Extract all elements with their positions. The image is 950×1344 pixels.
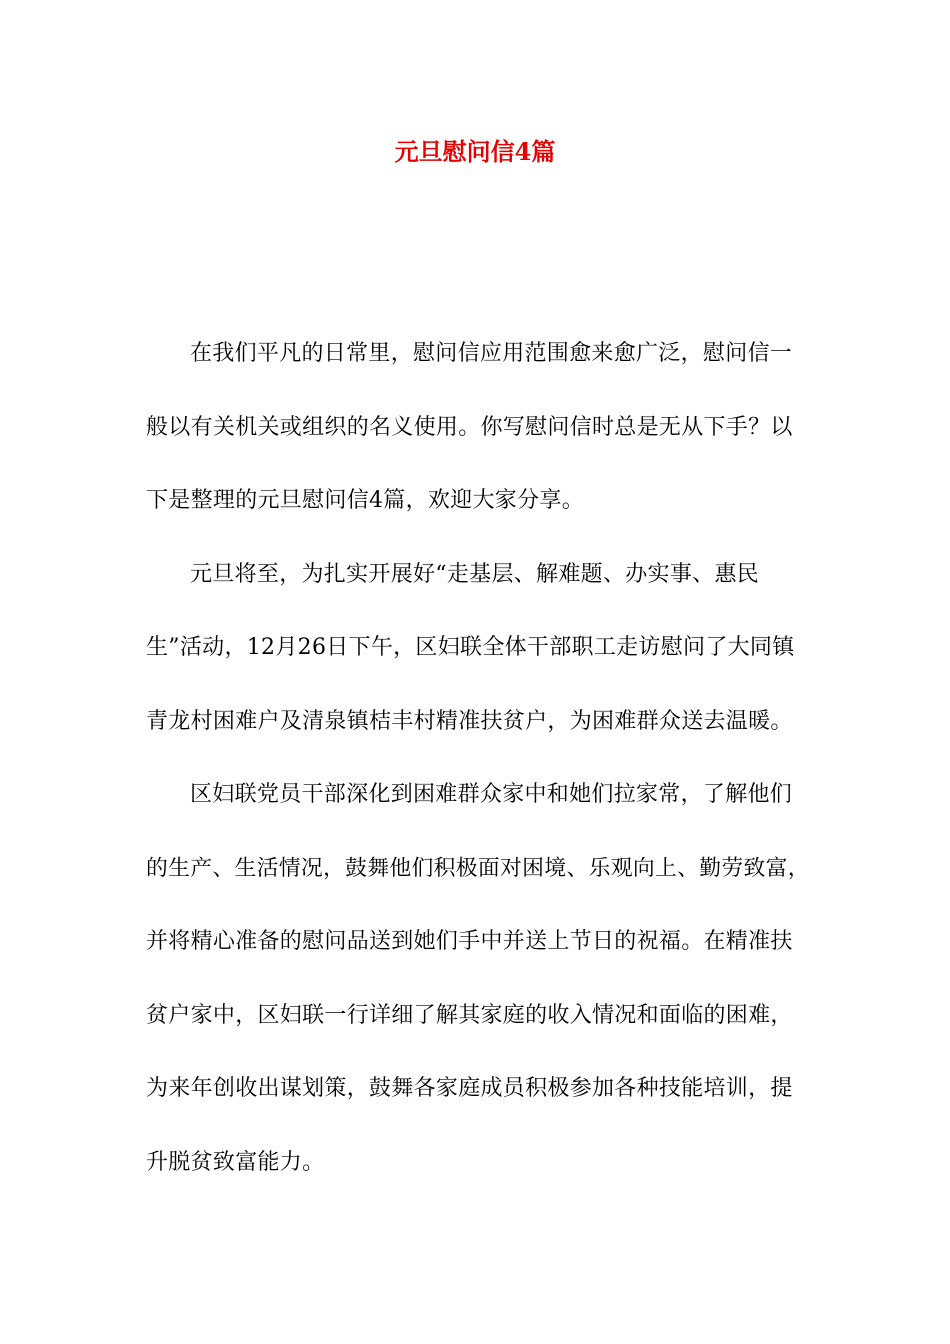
- document-body: [146, 317, 810, 1199]
- text-line: 下是整理的元旦慰问信4篇，欢迎大家分享。: [146, 488, 584, 513]
- text-line: 贫户家中，区妇联一行详细了解其家庭的收入情况和面临的困难，: [146, 1002, 793, 1028]
- text-line: 为来年创收出谋划策，鼓舞各家庭成员积极参加各种技能培训，提: [146, 1076, 793, 1101]
- paragraph-3: [146, 758, 810, 1199]
- text-line: 并将精心准备的慰问品送到她们手中并送上节日的祝福。在精准扶: [146, 929, 793, 954]
- text-line: 般以有关机关或组织的名义使用。你写慰问信时总是无从下手？以: [146, 414, 793, 440]
- paragraph-1: [146, 317, 810, 538]
- text-line: 区妇联党员干部深化到困难群众家中和她们拉家常，了解他们: [190, 782, 793, 807]
- text-line: 元旦将至，为扎实开展好“走基层、解难题、办实事、惠民: [190, 561, 760, 587]
- document-title: 元旦慰问信4篇: [394, 137, 556, 166]
- text-line: 升脱贫致富能力。: [146, 1149, 325, 1175]
- text-line: 生”活动，12月26日下午，区妇联全体干部职工走访慰问了大同镇: [146, 635, 795, 660]
- text-line: 的生产、生活情况，鼓舞他们积极面对困境、乐观向上、勤劳致富，: [146, 855, 810, 881]
- text-line: 在我们平凡的日常里，慰问信应用范围愈来愈广泛，慰问信一: [190, 341, 793, 366]
- text-line: 青龙村困难户及清泉镇桔丰村精准扶贫户，为困难群众送去温暖。: [146, 708, 793, 734]
- paragraph-2: [146, 538, 810, 759]
